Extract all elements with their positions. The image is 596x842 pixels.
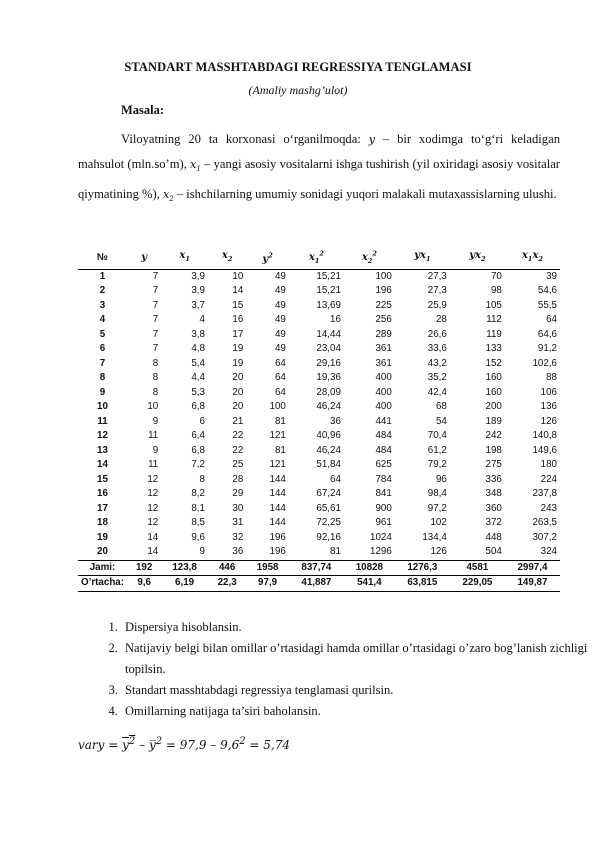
table-cell: 20 [232,401,244,413]
table-cell: 441 [375,415,392,427]
table-cell: 27,3 [427,285,447,297]
table-cell: 200 [485,401,502,413]
task-item: 3. Standart masshtabdagi regressiya tenglamasi qurilsin. [121,680,588,701]
table-cell: 43,2 [427,357,447,369]
table-row [78,371,560,386]
table-cell: 9 [199,546,205,558]
mean-row [78,576,560,592]
table-cell: 8 [152,372,159,384]
table-cell: 19 [232,343,244,355]
table-cell: 784 [375,473,392,485]
table-row [78,531,560,546]
table-cell: 32 [232,531,244,543]
table-cell: 7 [152,285,159,297]
table-cell: 20 [232,386,244,398]
table-cell: 400 [375,401,392,413]
table-cell: 105 [485,299,502,311]
table-cell: 1024 [370,531,392,543]
table-cell: Jami: [78,560,127,576]
table-cell: 160 [485,386,502,398]
table-cell: 33,6 [427,343,447,355]
table-cell: 446 [208,560,246,576]
table-cell: 97,9 [246,576,289,592]
problem-description [78,127,560,212]
table-cell: 324 [540,546,557,558]
table-cell: 8 [99,372,106,384]
table-cell: 121 [269,459,286,471]
table-cell: 225 [375,299,392,311]
col-header-x2: $x_2$ [221,250,233,264]
table-cell: 15 [232,299,244,311]
table-cell: 15 [97,473,108,485]
table-cell: 81 [330,546,341,558]
table-cell: 625 [375,459,392,471]
table-cell: 27,3 [427,270,447,282]
para-text-2: – bir xodimga to‘g‘ri keladigan mahsulot (mln.so’m), [78,132,560,171]
table-cell: O’rtacha: [78,576,127,592]
table-cell: 152 [485,357,502,369]
table-cell: 900 [375,502,392,514]
table-cell: 242 [485,430,502,442]
table-cell: 29 [232,488,244,500]
table-cell: 7 [152,270,159,282]
para-text-1: Viloyatning 20 ta korxonasi o‘rganilmoqda: [121,132,369,146]
table-cell: 17 [97,502,108,514]
table-cell: 14 [147,531,159,543]
table-cell: 49 [274,328,286,340]
table-row [78,328,560,343]
table-cell: 9,6 [191,531,205,543]
table-cell: 14 [97,459,108,471]
table-row [78,299,560,314]
table-cell: 144 [269,517,286,529]
table-cell: 140,8 [532,430,557,442]
table-cell: 42,4 [427,386,447,398]
table-cell: 361 [375,357,392,369]
table-cell: 7 [152,299,159,311]
table-row [78,313,560,328]
table-cell: 198 [485,444,502,456]
total-row [78,560,560,576]
table-cell: 961 [375,517,392,529]
table-cell: 3,9 [191,285,205,297]
table-cell: 144 [269,473,286,485]
table-cell: 16 [97,488,108,500]
table-cell: 4 [99,314,106,326]
table-cell: 23,04 [316,343,341,355]
table-cell: 13,69 [316,299,341,311]
table-cell: 9,6 [127,576,161,592]
table-cell: 20 [232,372,244,384]
table-cell: 49 [274,343,286,355]
table-cell: 26,6 [427,328,447,340]
table-cell: 9 [99,386,106,398]
table-cell: 11 [148,459,159,471]
table-cell: 28 [435,314,447,326]
table-cell: 19 [232,357,244,369]
table-cell: 7 [152,343,159,355]
table-cell: 91,2 [537,343,557,355]
para-text-4: – ishchilarning umumiy sonidagi yuqori malakali mutaxassislarning ulushi. [173,187,557,202]
table-cell: 5,4 [191,357,205,369]
table-cell: 7 [99,357,106,369]
table-cell: 98 [490,285,502,297]
table-cell: 70,4 [427,430,447,442]
table-cell: 112 [486,314,502,326]
table-cell: 40,96 [316,430,341,442]
table-row [78,415,560,430]
table-cell: 3,7 [191,299,205,311]
table-cell: 65,61 [316,502,341,514]
table-cell: 126 [430,546,447,558]
page-title: STANDART MASSHTABDAGI REGRESSIYA TENGLAMASI [124,60,472,74]
table-cell: 22,3 [208,576,246,592]
table-cell: 541,4 [344,576,395,592]
table-cell: 49 [274,314,286,326]
table-cell: 10 [97,401,108,413]
table-cell: 3,8 [191,328,205,340]
table-cell: 16 [330,314,341,326]
table-cell: 64 [330,473,341,485]
table-cell: 484 [375,430,392,442]
table-cell: 275 [485,459,502,471]
table-cell: 6,8 [191,444,205,456]
table-cell: 12 [147,473,159,485]
table-row [78,458,560,473]
table-cell: 63,815 [395,576,450,592]
table-cell: 448 [485,531,502,543]
table-cell: 4,8 [191,343,205,355]
table-cell: 484 [375,444,392,456]
col-header-x1sq: $x_1^2$ [308,250,324,266]
table-cell: 8,1 [191,502,205,514]
table-cell: 6 [199,415,205,427]
table-cell: 70 [490,270,502,282]
table-cell: 837,74 [289,560,344,576]
table-cell: 841 [375,488,392,500]
table-cell: 4,4 [191,372,205,384]
table-header-row [78,247,560,269]
table-cell: 29,16 [316,357,341,369]
table-cell: 22 [232,430,244,442]
table-cell: 64 [274,357,286,369]
table-cell: 36 [330,415,341,427]
task-item: 1. Dispersiya hisoblansin. [121,617,588,638]
table-cell: 144 [269,502,286,514]
table-cell: 3,9 [191,270,205,282]
table-cell: 6,19 [161,576,208,592]
var-x2: $x_2$ [163,188,174,204]
table-cell: 361 [375,343,392,355]
table-row [78,429,560,444]
table-cell: 9 [152,444,159,456]
table-cell: 100 [269,401,286,413]
table-cell: 7,2 [191,459,205,471]
table-cell: 102,6 [532,357,557,369]
table-cell: 192 [127,560,161,576]
table-row [78,269,560,284]
table-cell: 180 [540,459,557,471]
table-cell: 68 [435,401,447,413]
table-cell: 12 [147,502,159,514]
table-cell: 46,24 [316,401,341,413]
table-cell: 8 [152,386,159,398]
col-header-yx2: $yx_2$ [469,250,486,264]
table-cell: 18 [97,517,108,529]
task-item: 2. Natijaviy belgi bilan omillar o’rtasidagi hamda omillar o’rtasidagi o’zaro bog’lanish zichligi topilsin. [121,638,588,680]
table-cell: 189 [485,415,502,427]
table-cell: 1276,3 [395,560,450,576]
table-cell: 504 [485,546,502,558]
table-cell: 19,36 [316,372,341,384]
table-cell: 49 [274,285,286,297]
table-cell: 106 [540,386,557,398]
table-cell: 1 [99,270,106,282]
table-cell: 4 [199,314,205,326]
table-cell: 229,05 [450,576,505,592]
table-cell: 12 [97,430,108,442]
problem-heading: Masala: [121,103,165,117]
table-cell: 64 [274,386,286,398]
table-row [78,342,560,357]
table-cell: 10828 [344,560,395,576]
table-cell: 7 [152,328,159,340]
table-cell: 336 [485,473,502,485]
table-cell: 35,2 [427,372,447,384]
table-cell: 49 [274,270,286,282]
table-cell: 6,4 [191,430,205,442]
table-row [78,473,560,488]
table-cell: 8,5 [191,517,205,529]
table-cell: 22 [232,444,244,456]
table-cell: 28 [232,473,244,485]
table-cell: 400 [375,386,392,398]
table-cell: 61,2 [427,444,447,456]
table-cell: 256 [375,314,392,326]
table-cell: 5 [99,328,106,340]
var-y: y [368,133,375,146]
table-cell: 64 [546,314,557,326]
col-header-yx1: $yx_1$ [414,250,431,264]
table-cell: 31 [232,517,244,529]
table-cell: 16 [232,314,244,326]
table-cell: 196 [269,546,286,558]
table-cell: 237,8 [532,488,557,500]
table-cell: 10 [147,401,159,413]
table-cell: 6 [99,343,106,355]
table-cell: 96 [435,473,447,485]
table-cell: 224 [540,473,557,485]
table-cell: 13 [97,444,108,456]
col-header-x1: $x_1$ [179,250,190,264]
table-cell: 55,5 [537,299,557,311]
table-row [78,545,560,560]
table-cell: 149,87 [505,576,560,592]
table-body [78,269,560,591]
table-cell: 4581 [450,560,505,576]
table-cell: 14 [147,546,159,558]
table-row [78,400,560,415]
table-cell: 11 [148,430,159,442]
table-cell: 98,4 [427,488,447,500]
table-cell: 14,44 [316,328,341,340]
variance-formula: vary = $y^2$ – y̅$^2$ = $97,9 - 9,6^2 = 5,74$ [78,736,290,752]
table-cell: 15,21 [316,285,341,297]
table-cell: 30 [232,502,244,514]
table-cell: 160 [485,372,502,384]
para-text-3: – yangi asosiy vositalarni ishga tushirish (yil oxiridagi asosiy vositalar qiymatining %), [78,157,560,202]
table-cell: 64,6 [537,328,557,340]
table-cell: 100 [375,270,392,282]
table-cell: 289 [375,328,392,340]
table-cell: 97,2 [427,502,447,514]
table-cell: 119 [486,328,502,340]
table-cell: 102 [430,517,447,529]
table-cell: 15,21 [316,270,341,282]
table-cell: 8,2 [191,488,205,500]
task-list [93,617,588,722]
table-cell: 2997,4 [505,560,560,576]
table-cell: 8 [152,357,159,369]
var-x1: $x_1$ [190,158,201,174]
table-cell: 72,25 [316,517,341,529]
table-cell: 25 [232,459,244,471]
table-cell: 81 [274,444,286,456]
table-cell: 39 [546,270,557,282]
table-cell: 348 [485,488,502,500]
table-cell: 133 [485,343,502,355]
col-header-y2: $y^2$ [262,251,273,265]
table-cell: 36 [232,546,244,558]
table-cell: 49 [274,299,286,311]
table-cell: 12 [147,517,159,529]
col-header-no: № [97,251,108,263]
table-cell: 54 [435,415,447,427]
table-cell: 25,9 [427,299,447,311]
table-cell: 134,4 [422,531,447,543]
col-header-y: y [141,251,148,263]
table-row [78,487,560,502]
table-cell: 67,24 [316,488,341,500]
table-row [78,516,560,531]
table-cell: 243 [540,502,557,514]
table-cell: 372 [485,517,502,529]
table-cell: 19 [97,531,108,543]
table-cell: 149,6 [532,444,557,456]
col-header-x1x2: $x_1x_2$ [521,250,543,264]
table-cell: 144 [269,488,286,500]
table-cell: 41,887 [289,576,344,592]
table-cell: 9 [152,415,159,427]
table-cell: 360 [485,502,502,514]
table-row [78,357,560,372]
table-cell: 196 [269,531,286,543]
table-row [78,284,560,299]
table-cell: 126 [540,415,557,427]
table-cell: 10 [232,270,244,282]
table-cell: 121 [269,430,286,442]
table-cell: 54,6 [537,285,557,297]
table-cell: 12 [147,488,159,500]
table-row [78,444,560,459]
table-cell: 5,3 [191,386,205,398]
table-cell: 88 [546,372,557,384]
table-cell: 196 [375,285,392,297]
table-row [78,386,560,401]
table-cell: 79,2 [427,459,447,471]
table-cell: 136 [540,401,557,413]
table-cell: 28,09 [316,386,341,398]
table-cell: 307,2 [532,531,557,543]
table-cell: 64 [274,372,286,384]
table-cell: 3 [99,299,106,311]
table-cell: 17 [232,328,244,340]
table-cell: 11 [97,415,108,427]
table-cell: 51,84 [316,459,341,471]
table-cell: 92,16 [316,531,341,543]
table-cell: 400 [375,372,392,384]
table-cell: 1958 [246,560,289,576]
task-item: 4. Omillarning natijaga ta’siri baholansin. [121,701,588,722]
table-row [78,502,560,517]
table-cell: 14 [232,285,244,297]
table-cell: 46,24 [316,444,341,456]
table-cell: 81 [274,415,286,427]
data-table [78,247,560,592]
table-cell: 8 [199,473,205,485]
table-cell: 6,8 [191,401,205,413]
table-cell: 123,8 [161,560,208,576]
table-cell: 1296 [370,546,392,558]
table-cell: 2 [99,285,106,297]
col-header-x2sq: $x_2^2$ [361,250,377,266]
page-subtitle: (Amaliy mashg’ulot) [248,83,348,97]
table-cell: 20 [97,546,108,558]
table-cell: 7 [152,314,159,326]
table-cell: 21 [232,415,244,427]
table-cell: 263,5 [532,517,557,529]
